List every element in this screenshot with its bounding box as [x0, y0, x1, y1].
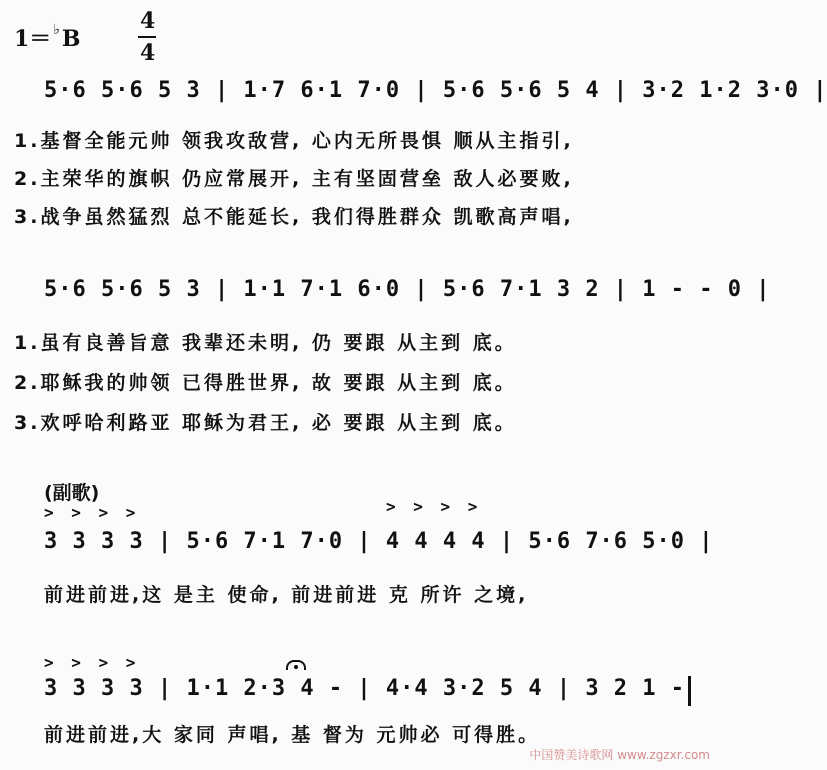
fermata-icon: [286, 660, 306, 670]
time-signature-bottom: 4: [140, 40, 156, 66]
final-barline: [688, 676, 691, 706]
lyric-line-1-verse-1: 1.基督全能元帅 领我攻敌营, 心内无所畏惧 顺从主指引,: [14, 130, 574, 152]
key-signature: 1＝ ♭B: [14, 22, 81, 52]
time-signature-top: 4: [140, 8, 156, 34]
accent-marks-left-2: > > > >: [44, 653, 140, 672]
lyric-refrain-2: 前进前进,大 家同 声唱, 基 督为 元帅必 可得胜。: [44, 724, 541, 746]
notation-refrain-1: 3 3 3 3 | 5·6 7·1 7·0 | 4 4 4 4 | 5·6 7·6 5·0 |: [44, 529, 714, 554]
accent-marks-left: > > > >: [44, 503, 140, 522]
accent-marks-mid: > > > >: [386, 497, 482, 516]
lyric-line-1-verse-2: 2.主荣华的旗帜 仍应常展开, 主有坚固营垒 敌人必要败,: [14, 168, 574, 190]
lyric-line-1-verse-3: 3.战争虽然猛烈 总不能延长, 我们得胜群众 凯歌高声唱,: [14, 206, 574, 228]
time-signature-line: [138, 36, 156, 38]
notation-line-1: 5·6 5·6 5 3 | 1·7 6·1 7·0 | 5·6 5·6 5 4 | 3·2 1·2 3·0 |: [44, 78, 827, 103]
refrain-label: (副歌): [44, 482, 100, 504]
lyric-line-2-verse-1: 1.虽有良善旨意 我辈还未明, 仍 要跟 从主到 底。: [14, 332, 517, 354]
flat-sign: ♭: [53, 22, 60, 38]
lyric-line-2-verse-3: 3.欢呼哈利路亚 耶稣为君王, 必 要跟 从主到 底。: [14, 412, 517, 434]
lyric-refrain-1: 前进前进,这 是主 使命, 前进前进 克 所许 之境,: [44, 584, 529, 606]
lyric-line-2-verse-2: 2.耶稣我的帅领 已得胜世界, 故 要跟 从主到 底。: [14, 372, 517, 394]
notation-line-2: 5·6 5·6 5 3 | 1·1 7·1 6·0 | 5·6 7·1 3 2 | 1 - - 0 |: [44, 277, 771, 302]
watermark: 中国赞美诗歌网 www.zgzxr.com: [529, 748, 710, 762]
notation-refrain-2: 3 3 3 3 | 1·1 2·3 4 - | 4·4 3·2 5 4 | 3 2 1 -: [44, 676, 686, 701]
